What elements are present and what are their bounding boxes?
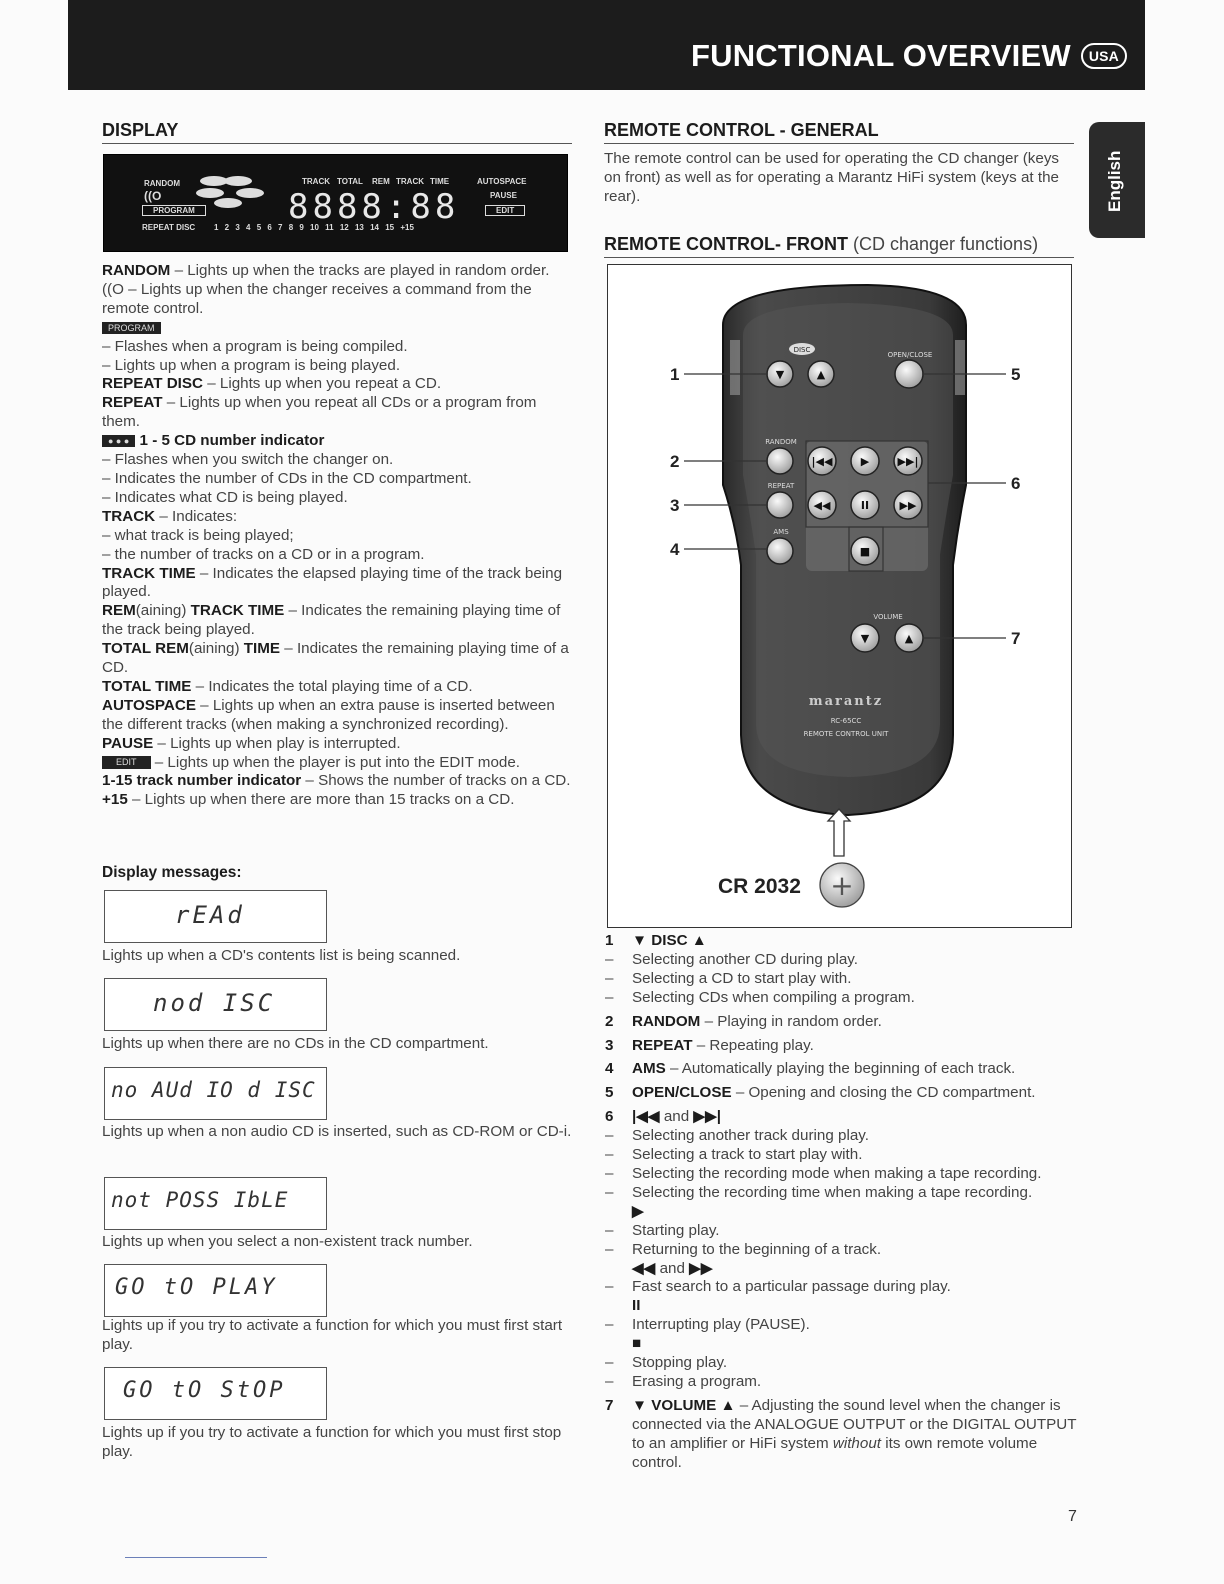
desc-total-rem-time: TOTAL REM(aining) TIME – Indicates the remaining playing time of a CD. — [102, 640, 569, 677]
lcd-track2: TRACK — [396, 177, 424, 186]
remote-general-heading: REMOTE CONTROL - GENERAL — [604, 120, 1074, 144]
item-stop-1: – Stopping play. — [605, 1354, 728, 1372]
desc-program-tag: PROGRAM — [102, 319, 577, 338]
message-box-nodisc: nod ISC — [104, 978, 327, 1031]
lcd-repeat-disc: REPEAT DISC — [142, 223, 196, 232]
open-close-label: OPEN/CLOSE — [887, 351, 933, 359]
message-desc-gotostop: Lights up if you try to activate a function for which you must first stop play. — [102, 1424, 562, 1460]
item-repeat: 3 REPEAT – Repeating play. — [605, 1036, 814, 1054]
desc-remote: ((O – Lights up when the changer receives a command from the remote control. — [102, 280, 532, 317]
item-skip-2: – Selecting a track to start play with. — [605, 1146, 863, 1164]
lcd-program: PROGRAM — [142, 205, 206, 216]
ams-label: AMS — [773, 528, 789, 536]
item-stop-2: – Erasing a program. — [605, 1372, 762, 1390]
repeat-label: REPEAT — [767, 482, 795, 490]
lcd-pause: PAUSE — [490, 191, 517, 200]
item-skip-1: – Selecting another track during play. — [605, 1127, 869, 1145]
lcd-autospace: AUTOSPACE — [477, 177, 527, 186]
desc-track-time: TRACK TIME – Indicates the elapsed playing time of the track being played. — [102, 564, 563, 601]
random-label: RANDOM — [765, 438, 797, 446]
desc-autospace: AUTOSPACE – Lights up when an extra pause is inserted between the different tracks (when making a synchronized recording). — [102, 696, 555, 733]
item-random: 2 RANDOM – Playing in random order. — [605, 1012, 882, 1030]
item-disc-3: – Selecting CDs when compiling a program. — [605, 988, 915, 1006]
remote-drawing — [608, 265, 1071, 927]
svg-text:▲: ▲ — [904, 632, 914, 645]
lcd-track-numbers: 1 2 3 4 5 6 7 8 9 10 11 12 13 14 15 +15 — [214, 223, 414, 232]
item-pause-1: – Interrupting play (PAUSE). — [605, 1316, 810, 1334]
message-desc-noaudio: Lights up when a non audio CD is inserted, such as CD-ROM or CD-i. — [102, 1123, 572, 1140]
callout-1: 1 — [670, 365, 680, 384]
item-volume: 7 ▼ VOLUME ▲ – Adjusting the sound level when the changer is connected via the ANALOGUE OUTPUT or the DIGITAL OUTPUT to an amplifier or HiFi system without its own remote volume control. — [605, 1396, 1077, 1471]
cd-number-indicator — [194, 175, 284, 215]
display-descriptions — [102, 262, 577, 810]
message-desc-nodisc: Lights up when there are no CDs in the CD compartment. — [102, 1035, 489, 1052]
lcd-display — [103, 154, 568, 252]
disc-label: DISC — [793, 346, 811, 354]
lcd-track: TRACK — [302, 177, 330, 186]
item-play-1: – Starting play. — [605, 1221, 720, 1239]
callout-3: 3 — [670, 496, 680, 515]
page-header — [68, 0, 1145, 90]
battery-label: CR 2032 — [718, 875, 801, 898]
desc-cd-indicator: ● ● ● 1 - 5 CD number indicator — [102, 432, 577, 451]
display-heading: DISPLAY — [102, 120, 572, 144]
item-stop: ■ — [632, 1335, 642, 1353]
message-box-gotoplay: GO tO PLAY — [104, 1264, 327, 1317]
item-play-2: – Returning to the beginning of a track. — [605, 1240, 882, 1258]
desc-total-time: TOTAL TIME – Indicates the total playing time of a CD. — [102, 677, 473, 695]
brand-label: marantz — [808, 694, 884, 709]
footer-line — [125, 1557, 267, 1558]
remote-button-list — [605, 932, 1080, 1472]
lcd-total: TOTAL — [337, 177, 363, 186]
desc-repeat-disc: REPEAT DISC – Lights up when you repeat a CD. — [102, 375, 442, 393]
callout-6: 6 — [1011, 474, 1021, 493]
lcd-remote-icon: ((O — [144, 189, 162, 203]
message-box-gotostop: GO tO StOP — [104, 1367, 327, 1420]
item-search: ◀◀ and ▶▶ — [632, 1259, 713, 1277]
page-title — [691, 38, 1127, 74]
svg-text:■: ■ — [859, 545, 871, 558]
message-desc-read: Lights up when a CD's contents list is being scanned. — [102, 947, 461, 964]
remote-illustration — [607, 264, 1072, 928]
desc-random: RANDOM – Lights up when the tracks are played in random order. — [102, 262, 550, 279]
item-disc: 1 ▼ DISC ▲ — [605, 932, 707, 949]
item-skip-3: – Selecting the recording mode when making a tape recording. — [605, 1164, 1042, 1182]
item-disc-2: – Selecting a CD to start play with. — [605, 969, 852, 987]
cd-indicator-icon: ● ● ● — [102, 435, 135, 447]
desc-plus15: +15 – Lights up when there are more than 15 tracks on a CD. — [102, 791, 515, 809]
lcd-edit: EDIT — [485, 205, 525, 216]
svg-text:II: II — [860, 499, 870, 512]
item-pause: II — [632, 1297, 641, 1315]
arrow-up-icon — [828, 809, 850, 856]
svg-text:▼: ▼ — [860, 632, 870, 645]
lcd-digits: 8888:88 — [288, 187, 460, 227]
message-desc-gotoplay: Lights up if you try to activate a function for which you must first start play. — [102, 1317, 563, 1353]
remote-general-text: The remote control can be used for operating the CD changer (keys on front) as well as for operating a Marantz HiFi system (keys at the rear). — [604, 150, 1060, 206]
svg-text:◀◀: ◀◀ — [813, 499, 831, 512]
usa-badge: USA — [1081, 43, 1127, 69]
message-desc-notpossible: Lights up when you select a non-existent track number. — [102, 1233, 473, 1250]
svg-text:|◀◀: |◀◀ — [811, 455, 833, 468]
item-ams: 4 AMS – Automatically playing the beginning of each track. — [605, 1060, 1016, 1078]
display-messages-heading: Display messages: — [102, 864, 242, 881]
desc-cd-2: – Indicates the number of CDs in the CD compartment. — [102, 469, 472, 487]
desc-rem-track-time: REM(aining) TRACK TIME – Indicates the remaining playing time of the track being played. — [102, 602, 561, 639]
desc-track: TRACK – Indicates: — [102, 507, 238, 525]
page-number: 7 — [1068, 1508, 1077, 1525]
desc-cd-1: – Flashes when you switch the changer on. — [102, 451, 394, 469]
svg-text:▲: ▲ — [816, 368, 826, 381]
item-disc-1: – Selecting another CD during play. — [605, 950, 858, 968]
callout-5: 5 — [1011, 365, 1021, 384]
desc-cd-3: – Indicates what CD is being played. — [102, 488, 348, 506]
message-box-read: rEAd — [104, 890, 327, 943]
model-label: RC-65CC — [830, 717, 862, 725]
svg-text:+: + — [830, 869, 854, 902]
lcd-time: TIME — [430, 177, 450, 186]
item-play: ▶ — [632, 1202, 644, 1220]
volume-label: VOLUME — [873, 613, 903, 621]
message-box-notpossible: not POSS IbLE — [104, 1177, 327, 1230]
callout-4: 4 — [670, 540, 680, 559]
message-box-noaudio: no AUd IO d ISC — [104, 1067, 327, 1120]
callout-2: 2 — [670, 452, 680, 471]
unit-label: REMOTE CONTROL UNIT — [803, 730, 889, 738]
page-title-text: FUNCTIONAL OVERVIEW — [690, 38, 1071, 73]
language-tab — [1089, 122, 1145, 238]
desc-repeat: REPEAT – Lights up when you repeat all CDs or a program from them. — [102, 394, 537, 431]
item-skip-4: – Selecting the recording time when making a tape recording. — [605, 1183, 1033, 1201]
lcd-rem: REM — [372, 177, 390, 186]
item-open-close: 5 OPEN/CLOSE – Opening and closing the CD compartment. — [605, 1084, 1036, 1102]
lcd-random: RANDOM — [144, 179, 180, 188]
svg-text:▼: ▼ — [775, 368, 785, 381]
callout-7: 7 — [1011, 629, 1021, 648]
desc-pause: PAUSE – Lights up when play is interrupted. — [102, 734, 401, 752]
desc-track-number-indicator: 1-15 track number indicator – Shows the number of tracks on a CD. — [102, 772, 571, 790]
item-skip: 6 |◀◀ and ▶▶| — [605, 1108, 721, 1126]
desc-program-1: – Flashes when a program is being compiled. — [102, 337, 408, 355]
desc-edit: EDIT – Lights up when the player is put into the EDIT mode. — [102, 754, 577, 773]
svg-text:▶▶|: ▶▶| — [897, 455, 919, 468]
desc-track-2: – the number of tracks on a CD or in a program. — [102, 545, 425, 563]
desc-program-2: – Lights up when a program is being played. — [102, 356, 401, 374]
item-search-1: – Fast search to a particular passage during play. — [605, 1278, 951, 1296]
desc-track-1: – what track is being played; — [102, 526, 294, 544]
svg-text:▶▶: ▶▶ — [899, 499, 917, 512]
svg-text:▶: ▶ — [860, 455, 870, 468]
language-tab-label: English — [1105, 150, 1124, 212]
remote-front-heading: REMOTE CONTROL- FRONT (CD changer functions) — [604, 234, 1074, 258]
